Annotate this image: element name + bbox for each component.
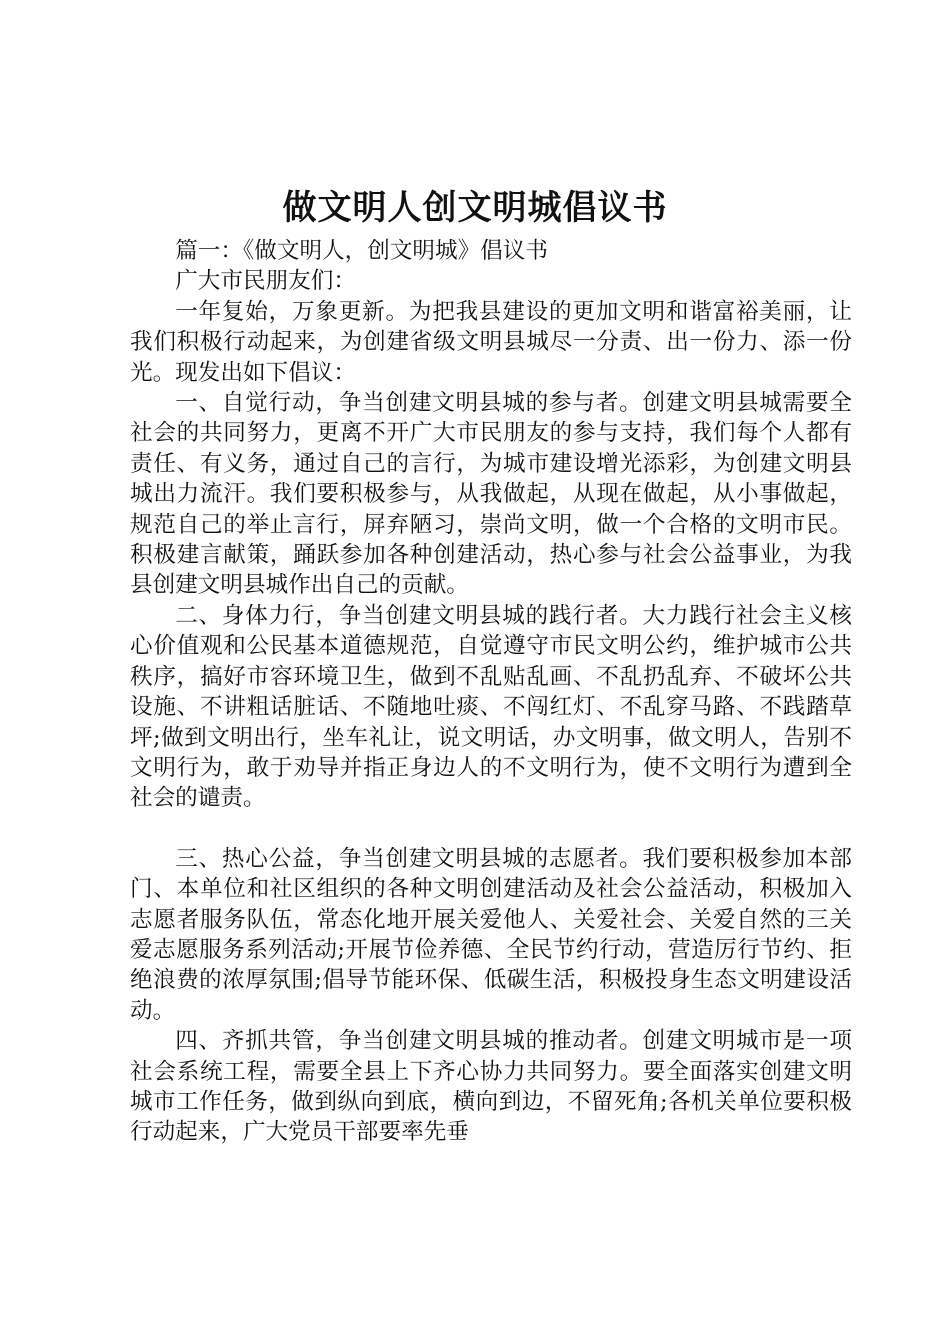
salutation: 广大市民朋友们： xyxy=(175,268,356,295)
document-title: 做文明人创文明城倡议书 xyxy=(282,188,668,228)
section-heading: 篇一：《做文明人，创文明城》倡议书 xyxy=(175,238,548,264)
document-body xyxy=(130,236,852,1148)
proposal-2-paragraph: 二、身体力行，争当创建文明县城的践行者。大力践行社会主义核心价值观和公民基本道德规范，自觉遵守市民文明公约，维护城市公共秩序，搞好市容环境卫生，做到不乱贴乱画、不乱扔乱弃、不破坏公共设施、不讲粗话脏话、不随地吐痰、不闯红灯、不乱穿马路、不践踏草坪;做到文明出行，坐车礼让，说文明话，办文明事，做文明人，告别不文明行为，敢于劝导并指正身边人的不文明行为，使不文明行为遭到全社会的谴责。 xyxy=(130,602,852,812)
proposal-1-paragraph: 一、自觉行动，争当创建文明县城的参与者。创建文明县城需要全社会的共同努力，更离不开广大市民朋友的参与支持，我们每个人都有责任、有义务，通过自己的言行，为城市建设增光添彩，为创建文明县城出力流汗。我们要积极参与，从我做起，从现在做起，从小事做起，规范自己的举止言行，屏弃陋习，崇尚文明，做一个合格的文明市民。积极建言献策，踊跃参加各种创建活动，热心参与社会公益事业，为我县创建文明县城作出自己的贡献。 xyxy=(130,390,852,599)
intro-paragraph: 一年复始，万象更新。为把我县建设的更加文明和谐富裕美丽，让我们积极行动起来，为创建省级文明县城尽一分责、出一份力、添一份光。现发出如下倡议： xyxy=(130,298,852,386)
proposal-3-paragraph: 三、热心公益，争当创建文明县城的志愿者。我们要积极参加本部门、本单位和社区组织的各种文明创建活动及社会公益活动，积极加入志愿者服务队伍，常态化地开展关爱他人、关爱社会、关爱自然的三关爱志愿服务系列活动;开展节俭养德、全民节约行动，营造厉行节约、拒绝浪费的浓厚氛围;倡导节能环保、低碳生活，积极投身生态文明建设活动。 xyxy=(130,845,852,1024)
proposal-4-paragraph: 四、齐抓共管，争当创建文明县城的推动者。创建文明城市是一项社会系统工程，需要全县上下齐心协力共同努力。要全面落实创建文明城市工作任务，做到纵向到底，横向到边，不留死角;各机关单位要积极行动起来，广大党员干部要率先垂 xyxy=(130,1028,852,1146)
